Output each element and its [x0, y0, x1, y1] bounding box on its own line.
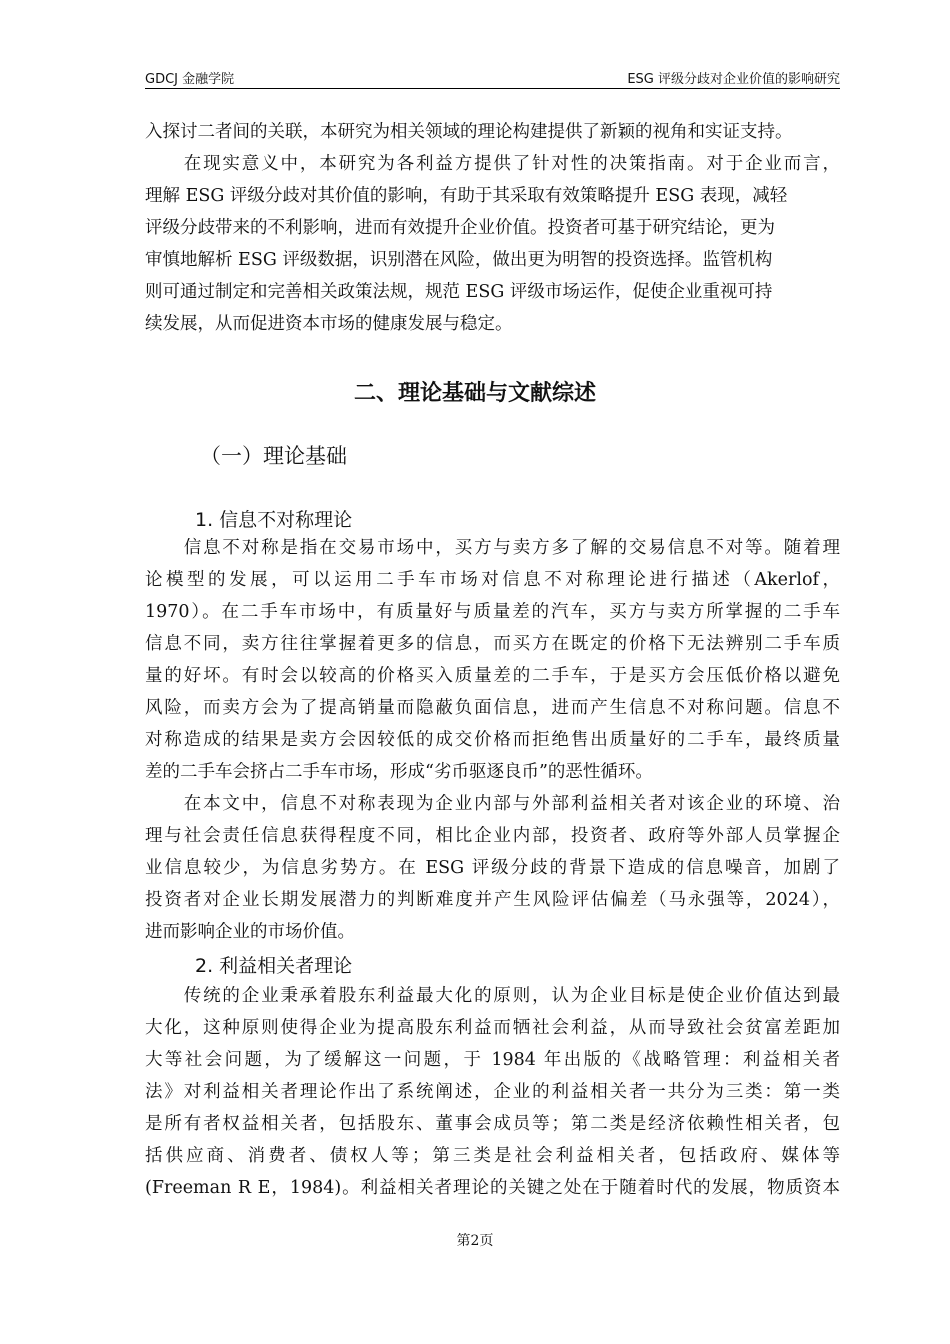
theory1-line: 风险，而卖方会为了提高销量而隐蔽负面信息，进而产生信息不对称问题。信息不 — [145, 698, 840, 718]
theory2-line: 传统的企业秉承着股东利益最大化的原则，认为企业目标是使企业价值达到最 — [145, 986, 840, 1006]
theory1-line: 对称造成的结果是卖方会因较低的成交价格而拒绝售出质量好的二手车，最终质量 — [145, 730, 840, 750]
intro-line: 则可通过制定和完善相关政策法规，规范 ESG 评级市场运作，促使企业重视可持 — [145, 282, 773, 302]
subsection-title: （一）理论基础 — [200, 444, 347, 468]
theory1-line: 在本文中，信息不对称表现为企业内部与外部利益相关者对该企业的环境、治 — [145, 794, 840, 814]
theory1-line: 信息不对称是指在交易市场中，买方与卖方多了解的交易信息不对等。随着理 — [145, 538, 840, 558]
intro-line: 入探讨二者间的关联，本研究为相关领域的理论构建提供了新颖的视角和实证支持。 — [145, 122, 793, 142]
page-header — [145, 66, 840, 89]
intro-line: 审慎地解析 ESG 评级数据，识别潜在风险，做出更为明智的投资选择。监管机构 — [145, 250, 773, 270]
theory1-line: 论模型的发展，可以运用二手车市场对信息不对称理论进行描述（Akerlof， — [145, 570, 840, 590]
theory1-line: 理与社会责任信息获得程度不同，相比企业内部，投资者、政府等外部人员掌握企 — [145, 826, 840, 846]
intro-line: 在现实意义中，本研究为各利益方提供了针对性的决策指南。对于企业而言， — [145, 154, 840, 174]
theory2-line: 是所有者权益相关者，包括股东、董事会成员等；第二类是经济依赖性相关者，包 — [145, 1114, 840, 1134]
intro-line: 评级分歧带来的不利影响，进而有效提升企业价值。投资者可基于研究结论，更为 — [145, 218, 775, 238]
theory1-line: 业信息较少，为信息劣势方。在 ESG 评级分歧的背景下造成的信息噪音，加剧了 — [145, 858, 840, 878]
section-title: 二、理论基础与文献综述 — [353, 381, 596, 406]
theory2-title: 2. 利益相关者理论 — [195, 955, 353, 977]
intro-line: 理解 ESG 评级分歧对其价值的影响，有助于其采取有效策略提升 ESG 表现，减轻 — [145, 186, 788, 206]
header-right-text: ESG 评级分歧对企业价值的影响研究 — [627, 72, 840, 87]
theory2-line: 括供应商、消费者、债权人等；第三类是社会利益相关者，包括政府、媒体等 — [145, 1146, 840, 1166]
theory1-line: 量的好坏。有时会以较高的价格买入质量差的二手车，于是买方会压低价格以避免 — [145, 666, 840, 686]
intro-line: 续发展，从而促进资本市场的健康发展与稳定。 — [145, 314, 513, 334]
theory2-line: 大等社会问题，为了缓解这一问题，于 1984 年出版的《战略管理：利益相关者 — [145, 1050, 840, 1070]
theory1-line: 投资者对企业长期发展潜力的判断难度并产生风险评估偏差（马永强等，2024）， — [145, 890, 840, 910]
theory1-line: 进而影响企业的市场价值。 — [145, 922, 355, 942]
theory1-line: 信息不同，卖方往往掌握着更多的信息，而买方在既定的价格下无法辨别二手车质 — [145, 634, 840, 654]
page-number: 第2页 — [456, 1233, 494, 1249]
theory2-line: 大化，这种原则使得企业为提高股东利益而牺社会利益，从而导致社会贫富差距加 — [145, 1018, 840, 1038]
theory2-line: 法》对利益相关者理论作出了系统阐述，企业的利益相关者一共分为三类：第一类 — [145, 1082, 840, 1102]
theory1-title: 1. 信息不对称理论 — [195, 509, 353, 531]
theory2-line: (Freeman R E，1984)。利益相关者理论的关键之处在于随着时代的发展，物质资本 — [145, 1178, 840, 1198]
header-left-text: GDCJ 金融学院 — [145, 72, 235, 87]
theory1-line: 1970）。在二手车市场中，有质量好与质量差的汽车，买方与卖方所掌握的二手车 — [145, 602, 840, 622]
theory1-line: 差的二手车会挤占二手车市场，形成“劣币驱逐良币”的恶性循环。 — [145, 762, 653, 782]
